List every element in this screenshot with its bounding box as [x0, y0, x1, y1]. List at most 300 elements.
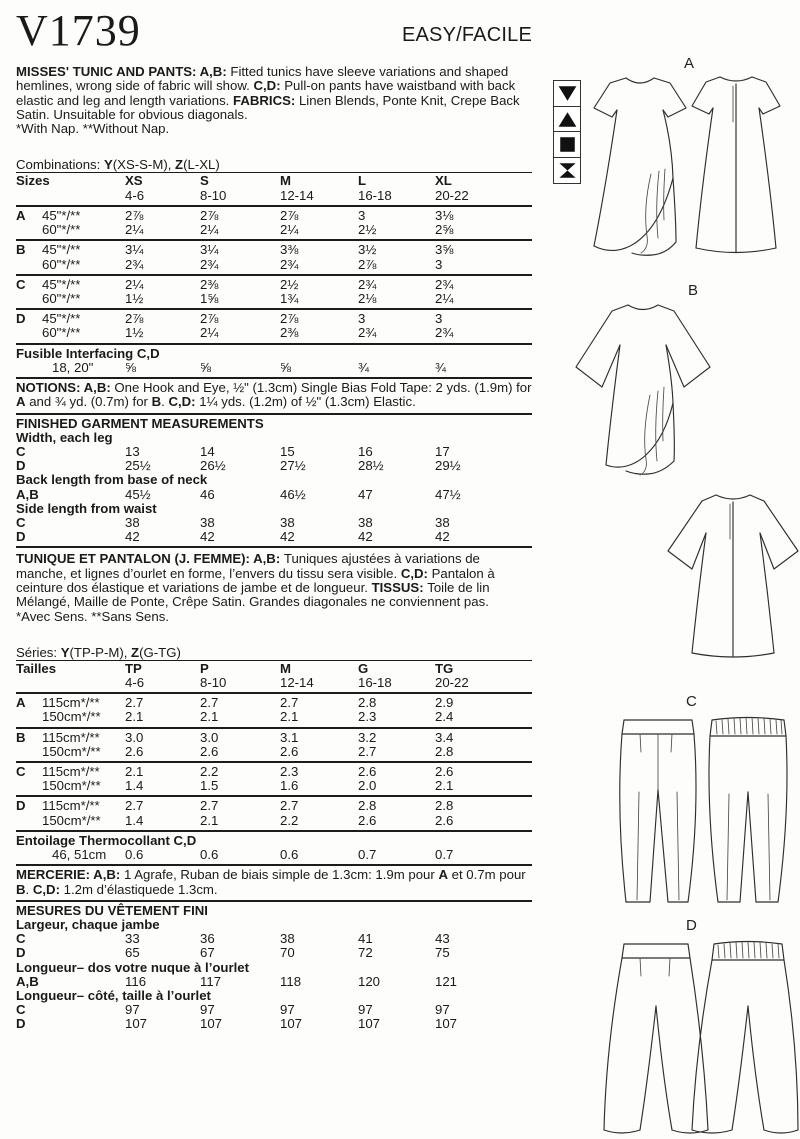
text: One Hook and Eye, ½" (1.3cm) Single Bias Fold Tape: 2 yds. (1.9m) for [114, 379, 532, 395]
table-column-header [358, 662, 435, 690]
table-cell: 115cm*/** [42, 729, 100, 745]
table-cell: 116 [125, 973, 147, 989]
measurement-section-label: Largeur, chaque jambe [16, 917, 160, 933]
table-row [16, 223, 532, 237]
nap-note-english: *With Nap. **Without Nap. [16, 121, 170, 137]
size-range: 20-22 [435, 187, 469, 203]
yardage-group-c [16, 763, 532, 795]
yardage-table-english [16, 173, 532, 378]
table-cell: 2⅞ [358, 256, 377, 272]
table-cell: 2.8 [358, 695, 377, 711]
table-cell: 15 [280, 443, 295, 459]
table-cell: 118 [280, 973, 302, 989]
table-cell: 2.8 [435, 798, 454, 814]
bold-text: FABRICS: [233, 92, 299, 108]
table-cell: 2.6 [358, 812, 377, 828]
text: (XS-S-M), [112, 157, 176, 173]
pattern-number: V1739 [16, 6, 141, 55]
table-cell: 42 [200, 529, 215, 545]
table-cell: 2.1 [435, 778, 454, 794]
table-cell: 3¼ [200, 242, 219, 258]
table-cell [16, 814, 42, 828]
table-cell: 3.4 [435, 729, 454, 745]
table-cell: C [16, 514, 26, 530]
text: (TP-P-M), [69, 644, 132, 660]
yardage-group-d [16, 797, 532, 829]
table-cell [16, 848, 42, 862]
table-cell: 2¼ [280, 222, 299, 238]
text: Linen Blends, Ponte Knit, Crepe Back Satin. Unsuitable for obvious diagonals. [16, 92, 520, 122]
yardage-group-a [16, 694, 532, 726]
size-name: XS [125, 173, 143, 189]
table-cell: 3 [358, 311, 366, 327]
table-cell [16, 292, 42, 306]
table-cell: 121 [435, 973, 458, 989]
table-cell: 97 [200, 1002, 215, 1018]
table-cell [16, 779, 42, 793]
table-row [16, 312, 532, 326]
yardage-group-d [16, 310, 532, 342]
table-cell: 60"*/** [42, 290, 81, 306]
size-range: 16-18 [358, 675, 392, 691]
finished-measurements-title: FINISHED GARMENT MEASUREMENTS [16, 415, 264, 431]
table-row [16, 516, 532, 530]
table-cell: 150cm*/** [42, 709, 101, 725]
table-cell: 2¾ [435, 325, 454, 341]
table-column-header [280, 662, 358, 690]
table-cell: 26½ [200, 458, 226, 474]
table-cell: 38 [125, 514, 140, 530]
size-range: 8-10 [200, 187, 227, 203]
table-cell: 150cm*/** [42, 778, 101, 794]
table-row [16, 243, 532, 257]
bold-text: Z [131, 644, 140, 660]
text: Toile de lin Mélangé, Maille de Ponte, Crêpe Satin. Grandes diagonales ne conviennent pas. [16, 579, 490, 610]
table-cell: 2.6 [358, 764, 377, 780]
bold-text: A [16, 394, 26, 410]
table-cell: 1¾ [280, 290, 299, 306]
measurement-section-label: Back length from base of neck [16, 472, 208, 488]
text: 1.2m d’élastiquede 1.3cm. [63, 881, 218, 897]
table-cell: 2.1 [125, 764, 144, 780]
size-range: 8-10 [200, 675, 227, 691]
table-cell: 3⅜ [280, 242, 299, 258]
table-row [16, 488, 532, 502]
text: (L-XL) [183, 157, 220, 173]
difficulty-label: EASY/FACILE [401, 24, 532, 46]
table-cell: 60"*/** [42, 222, 81, 238]
bold-text: C,D: [168, 394, 200, 410]
table-column-header [358, 174, 435, 202]
table-cell: Tailles [16, 660, 57, 676]
table-cell: 2¾ [358, 276, 377, 292]
text: 1¼ yds. (1.2m) of ½" (1.3cm) Elastic. [199, 394, 416, 410]
table-cell: 38 [200, 514, 215, 530]
table-row [16, 975, 532, 989]
size-range: 4-6 [125, 675, 145, 691]
table-cell: 2¼ [125, 222, 144, 238]
bold-text: C,D: [400, 565, 432, 581]
table-cell: 42 [358, 529, 373, 545]
table-cell: A,B [16, 486, 39, 502]
table-cell: 2.6 [125, 743, 144, 759]
table-cell: 2½ [358, 222, 377, 238]
table-cell [16, 258, 42, 272]
table-cell: 3⅛ [435, 207, 454, 223]
table-row [16, 1003, 532, 1017]
table-cell: 2⅞ [125, 311, 144, 327]
table-cell: 2½ [280, 276, 299, 292]
size-name: G [358, 660, 369, 676]
table-row [16, 799, 532, 813]
size-range: 16-18 [358, 187, 392, 203]
table-cell: 2.3 [358, 709, 377, 725]
table-cell: 2.0 [358, 778, 377, 794]
tunic-a-drawing [556, 70, 800, 266]
yardage-group-b [16, 729, 532, 761]
table-cell: 2⅞ [280, 207, 299, 223]
interfacing-title: Entoilage Thermocollant C,D [16, 832, 197, 848]
table-cell: 47 [358, 486, 373, 502]
figure-c-label: C [686, 693, 697, 710]
table-cell: 2.7 [358, 743, 377, 759]
table-cell: 28½ [358, 458, 384, 474]
table-cell: A [16, 207, 26, 223]
mercerie-text [16, 866, 532, 900]
size-name: TG [435, 660, 454, 676]
table-cell: Sizes [16, 173, 50, 189]
table-cell: 3.0 [200, 729, 219, 745]
divider [16, 546, 532, 548]
table-cell: 2.7 [125, 798, 144, 814]
table-cell: ⅝ [200, 359, 211, 375]
size-name: XL [435, 173, 452, 189]
bold-text: B [16, 881, 26, 897]
table-cell: 3.0 [125, 729, 144, 745]
table-cell [16, 326, 42, 340]
table-row [16, 710, 532, 724]
table-cell: 97 [280, 1002, 295, 1018]
table-cell: C [16, 443, 26, 459]
table-cell [16, 745, 42, 759]
size-name: L [358, 173, 367, 189]
table-cell: 2¼ [200, 222, 219, 238]
table-cell: 33 [125, 931, 140, 947]
table-cell: 107 [280, 1016, 303, 1032]
table-cell: 2.1 [200, 812, 219, 828]
table-cell: 2¼ [200, 325, 219, 341]
table-cell: 3¼ [125, 242, 144, 258]
table-cell: 97 [435, 1002, 450, 1018]
table-cell: 3 [358, 207, 366, 223]
table-cell: 38 [280, 931, 295, 947]
table-cell: 1.4 [125, 778, 144, 794]
table-cell: 120 [358, 973, 381, 989]
text: Fitted tunics have sleeve variations and shaped hemlines, wrong side of fabric will show. [16, 64, 509, 94]
size-name: P [200, 660, 209, 676]
table-column-header [280, 174, 358, 202]
table-cell: 2¼ [435, 290, 454, 306]
tunic-b-drawing [556, 299, 800, 665]
table-cell: B [16, 729, 26, 745]
text: et 0.7m pour [447, 867, 526, 883]
table-row [16, 361, 532, 377]
table-cell: 41 [358, 931, 373, 947]
table-cell: 2¾ [358, 325, 377, 341]
text: Tuniques ajustées à variations de manche, et lignes d’ourlet en forme, l’envers du tissu sera visible. [16, 551, 480, 581]
text: Séries: [16, 644, 61, 660]
table-column-header [435, 662, 532, 690]
table-cell: 2.9 [435, 695, 454, 711]
table-header-row [16, 173, 532, 204]
table-row [16, 1017, 532, 1031]
interfacing-title: Fusible Interfacing C,D [16, 345, 160, 361]
figure-view-c [600, 694, 800, 912]
table-cell: 2⅞ [200, 311, 219, 327]
table-cell: 2.7 [200, 695, 219, 711]
table-cell: 43 [435, 931, 450, 947]
table-cell: 1½ [125, 325, 144, 341]
table-cell: 16 [358, 443, 373, 459]
table-cell: 1.5 [200, 778, 219, 794]
bold-text: MISSES' TUNIC AND PANTS: A,B: [16, 64, 231, 79]
table-cell: 38 [358, 514, 373, 530]
table-cell: 0.7 [358, 847, 377, 863]
table-cell: 3 [435, 256, 443, 272]
table-row [16, 445, 532, 459]
table-cell: 65 [125, 945, 140, 961]
pants-d-drawing [596, 938, 800, 1139]
table-cell: ¾ [435, 359, 446, 375]
table-row [16, 459, 532, 473]
yardage-table-french [16, 661, 532, 866]
table-row [16, 745, 532, 759]
table-row [16, 814, 532, 828]
table-cell: 2.7 [200, 798, 219, 814]
size-range: 12-14 [280, 675, 314, 691]
table-cell: ⅝ [280, 359, 291, 375]
table-row [16, 848, 532, 864]
table-cell: 2⅞ [280, 311, 299, 327]
table-row [16, 779, 532, 793]
text-column [16, 8, 532, 1034]
table-cell: 45"*/** [42, 311, 81, 327]
table-cell: 36 [200, 931, 215, 947]
table-cell: 38 [280, 514, 295, 530]
table-cell: 29½ [435, 458, 461, 474]
table-cell: 60"*/** [42, 256, 81, 272]
bold-text: Z [175, 157, 184, 173]
table-cell: 0.6 [125, 847, 144, 863]
table-cell: 0.6 [200, 847, 219, 863]
table-cell: 3 [435, 311, 443, 327]
table-cell: 42 [125, 529, 140, 545]
table-cell: 2¾ [435, 276, 454, 292]
bold-text: C,D: [32, 881, 64, 897]
table-cell: B [16, 242, 26, 258]
table-cell: 107 [125, 1016, 148, 1032]
size-name: M [280, 173, 291, 189]
table-cell: 2.4 [435, 709, 454, 725]
finished-measurements-title: MESURES DU VÊTEMENT FINI [16, 902, 208, 918]
table-cell: 60"*/** [42, 325, 81, 341]
table-cell: 45"*/** [42, 242, 81, 258]
table-cell: C [16, 931, 26, 947]
table-cell: 2.3 [280, 764, 299, 780]
table-cell: 0.7 [435, 847, 454, 863]
table-cell: 2.6 [280, 743, 299, 759]
table-cell: 47½ [435, 486, 461, 502]
table-cell: D [16, 798, 26, 814]
table-cell: D [16, 529, 26, 545]
finished-measurements-french [16, 902, 532, 1034]
text: Combinations: [16, 157, 104, 173]
table-cell: A [16, 695, 26, 711]
table-row [16, 731, 532, 745]
table-row [16, 946, 532, 960]
table-cell: 2¾ [280, 256, 299, 272]
size-name: S [200, 173, 209, 189]
table-cell: 2.1 [280, 709, 299, 725]
table-column-header [200, 662, 280, 690]
figure-b-label: B [688, 282, 699, 299]
table-cell: D [16, 945, 26, 961]
table-cell: 18, 20" [52, 359, 94, 375]
table-cell: D [16, 311, 26, 327]
figure-view-a [556, 56, 800, 268]
size-range: 12-14 [280, 187, 314, 203]
measurement-section-label: Longueur– côté, taille à l’ourlet [16, 988, 211, 1004]
table-cell: 2¾ [125, 256, 144, 272]
bold-text: TISSUS: [371, 579, 428, 595]
table-cell: 2.8 [435, 743, 454, 759]
table-cell: 2⅛ [358, 290, 377, 306]
table-cell: 13 [125, 443, 140, 459]
table-cell: 1.4 [125, 812, 144, 828]
table-cell: 2.1 [200, 709, 219, 725]
table-cell: D [16, 458, 26, 474]
figure-view-d [596, 918, 800, 1139]
table-column-header [200, 174, 280, 202]
bold-text: Y [60, 644, 70, 660]
bold-text: TUNIQUE ET PANTALON (J. FEMME): A,B: [16, 551, 284, 567]
table-cell [16, 223, 42, 237]
table-cell: 2.8 [358, 798, 377, 814]
text: (G-TG) [139, 644, 181, 660]
table-row [16, 932, 532, 946]
table-cell: 45½ [125, 486, 151, 502]
figure-a-label: A [684, 55, 695, 72]
figure-d-label: D [686, 917, 697, 934]
bold-text: B [151, 394, 162, 410]
table-cell: 2⅞ [125, 207, 144, 223]
header-row [16, 8, 532, 54]
table-cell: 2.7 [125, 695, 144, 711]
table-cell: 3.2 [358, 729, 377, 745]
table-cell: 2.6 [435, 764, 454, 780]
table-cell: C [16, 764, 26, 780]
yardage-group-c [16, 276, 532, 308]
table-row [16, 765, 532, 779]
table-row [16, 696, 532, 710]
size-name: TP [125, 660, 142, 676]
table-cell: 1.6 [280, 778, 299, 794]
bold-text: NOTIONS: A,B: [16, 379, 115, 395]
text: . [25, 881, 33, 897]
text: 1 Agrafe, Ruban de biais simple de 1.3cm: 1.9m pour [123, 867, 439, 883]
table-cell: 45"*/** [42, 276, 81, 292]
table-cell: 1⅝ [200, 290, 219, 306]
notions-text [16, 379, 532, 413]
table-cell: 46½ [280, 486, 306, 502]
table-cell: 42 [435, 529, 450, 545]
table-cell: 46, 51cm [52, 847, 107, 863]
measurement-section-label: Longueur– dos votre nuque à l’ourlet [16, 959, 249, 975]
table-cell: D [16, 1016, 26, 1032]
series-line [16, 645, 532, 660]
table-cell: 115cm*/** [42, 764, 100, 780]
table-cell: 3½ [358, 242, 377, 258]
table-cell: 72 [358, 945, 373, 961]
text: and ¾ yd. (0.7m) for [25, 394, 152, 410]
table-column-header [125, 174, 200, 202]
table-cell: 2⅜ [280, 325, 299, 341]
table-cell: 150cm*/** [42, 812, 101, 828]
text: Pantalon à ceinture dos élastique et variations de jambe et de longueur. [16, 565, 495, 595]
table-cell: 42 [280, 529, 295, 545]
table-cell [16, 710, 42, 724]
table-cell: 25½ [125, 458, 151, 474]
table-cell: 2⅜ [200, 276, 219, 292]
yardage-group-a [16, 207, 532, 239]
nap-note-french: *Avec Sens. **Sans Sens. [16, 608, 169, 624]
yardage-group-b [16, 241, 532, 273]
table-header-row [16, 661, 532, 692]
size-name: M [280, 660, 291, 676]
table-cell: 107 [358, 1016, 381, 1032]
table-cell: 3⅝ [435, 242, 454, 258]
table-cell: 38 [435, 514, 450, 530]
bold-text: A [438, 867, 448, 883]
measurement-section-label: Side length from waist [16, 500, 157, 516]
table-cell: 2.2 [280, 812, 299, 828]
table-cell: C [16, 1002, 26, 1018]
table-column-header [435, 174, 532, 202]
table-cell: 117 [200, 973, 222, 989]
bold-text: Y [103, 157, 113, 173]
table-cell: 46 [200, 486, 215, 502]
finished-measurements-english [16, 415, 532, 547]
table-cell: 14 [200, 443, 215, 459]
table-cell: 97 [125, 1002, 140, 1018]
table-cell: ⅝ [125, 359, 136, 375]
table-cell: 3.1 [280, 729, 299, 745]
table-cell: 107 [435, 1016, 458, 1032]
table-cell: 17 [435, 443, 450, 459]
table-cell: ¾ [358, 359, 369, 375]
table-cell: 75 [435, 945, 450, 961]
table-cell: 2⅝ [435, 222, 454, 238]
text: . [161, 394, 169, 410]
table-row [16, 326, 532, 340]
table-cell: 0.6 [280, 847, 299, 863]
table-cell: 2.1 [125, 709, 144, 725]
table-cell: 1½ [125, 290, 144, 306]
combinations-line [16, 157, 532, 172]
figure-view-b [556, 283, 800, 668]
table-cell: 150cm*/** [42, 743, 101, 759]
table-row [16, 530, 532, 544]
